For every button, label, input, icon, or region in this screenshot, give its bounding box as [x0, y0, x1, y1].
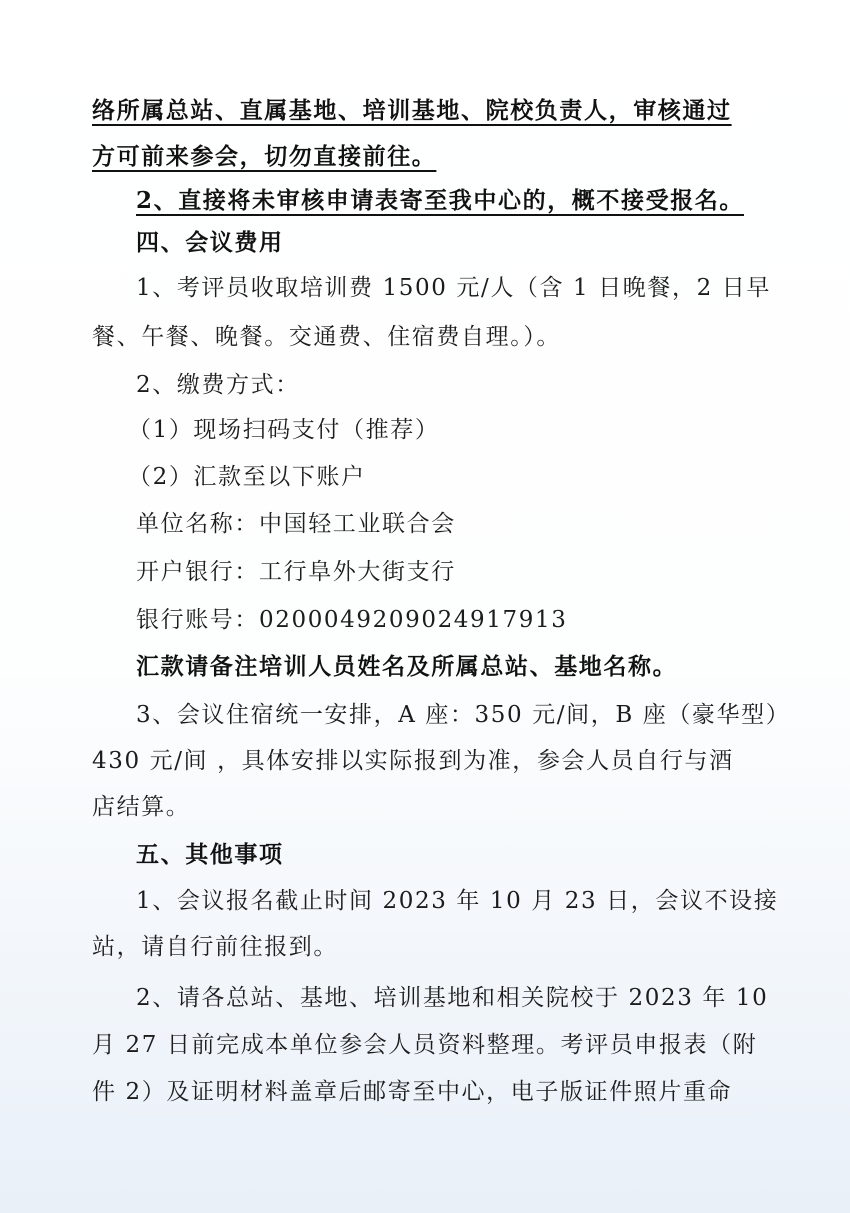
paragraph-line-14: 3、会议住宿统一安排，A 座：350 元/间，B 座（豪华型） — [136, 702, 791, 728]
paragraph-line-2: 方可前来参会，切勿直接前往。 — [92, 143, 437, 170]
paragraph-line-18: 1、会议报名截止时间 2023 年 10 月 23 日，会议不设接 — [136, 888, 779, 914]
payment-option-1: （1）现场扫码支付（推荐） — [128, 417, 440, 443]
payment-option-2: （2）汇款至以下账户 — [128, 464, 366, 490]
paragraph-line-15: 430 元/间 ，具体安排以实际报到为准，参会人员自行与酒 — [92, 748, 734, 774]
paragraph-line-6: 餐、午餐、晚餐。交通费、住宿费自理。）。 — [92, 324, 561, 350]
section-heading-fees: 四、会议费用 — [136, 229, 284, 256]
account-name: 单位名称：中国轻工业联合会 — [136, 511, 456, 537]
account-number: 银行账号：0200049209024917913 — [136, 607, 568, 633]
payment-note: 汇款请备注培训人员姓名及所属总站、基地名称。 — [136, 653, 678, 680]
paragraph-line-19: 站，请自行前往报到。 — [92, 934, 338, 960]
paragraph-line-7: 2、缴费方式： — [136, 372, 300, 398]
paragraph-line-20: 2、请各总站、基地、培训基地和相关院校于 2023 年 10 — [136, 985, 769, 1011]
paragraph-line-1: 络所属总站、直属基地、培训基地、院校负责人，审核通过 — [92, 97, 732, 124]
paragraph-line-16: 店结算。 — [92, 794, 191, 820]
paragraph-line-5: 1、考评员收取培训费 1500 元/人（含 1 日晚餐，2 日早 — [136, 275, 771, 301]
account-bank: 开户银行：工行阜外大街支行 — [136, 559, 456, 585]
paragraph-line-21: 月 27 日前完成本单位参会人员资料整理。考评员申报表（附 — [92, 1032, 758, 1058]
paragraph-line-22: 件 2）及证明材料盖章后邮寄至中心，电子版证件照片重命 — [92, 1079, 733, 1105]
section-heading-other: 五、其他事项 — [136, 841, 284, 868]
paragraph-line-3: 2、直接将未审核申请表寄至我中心的，概不接受报名。 — [136, 187, 745, 214]
